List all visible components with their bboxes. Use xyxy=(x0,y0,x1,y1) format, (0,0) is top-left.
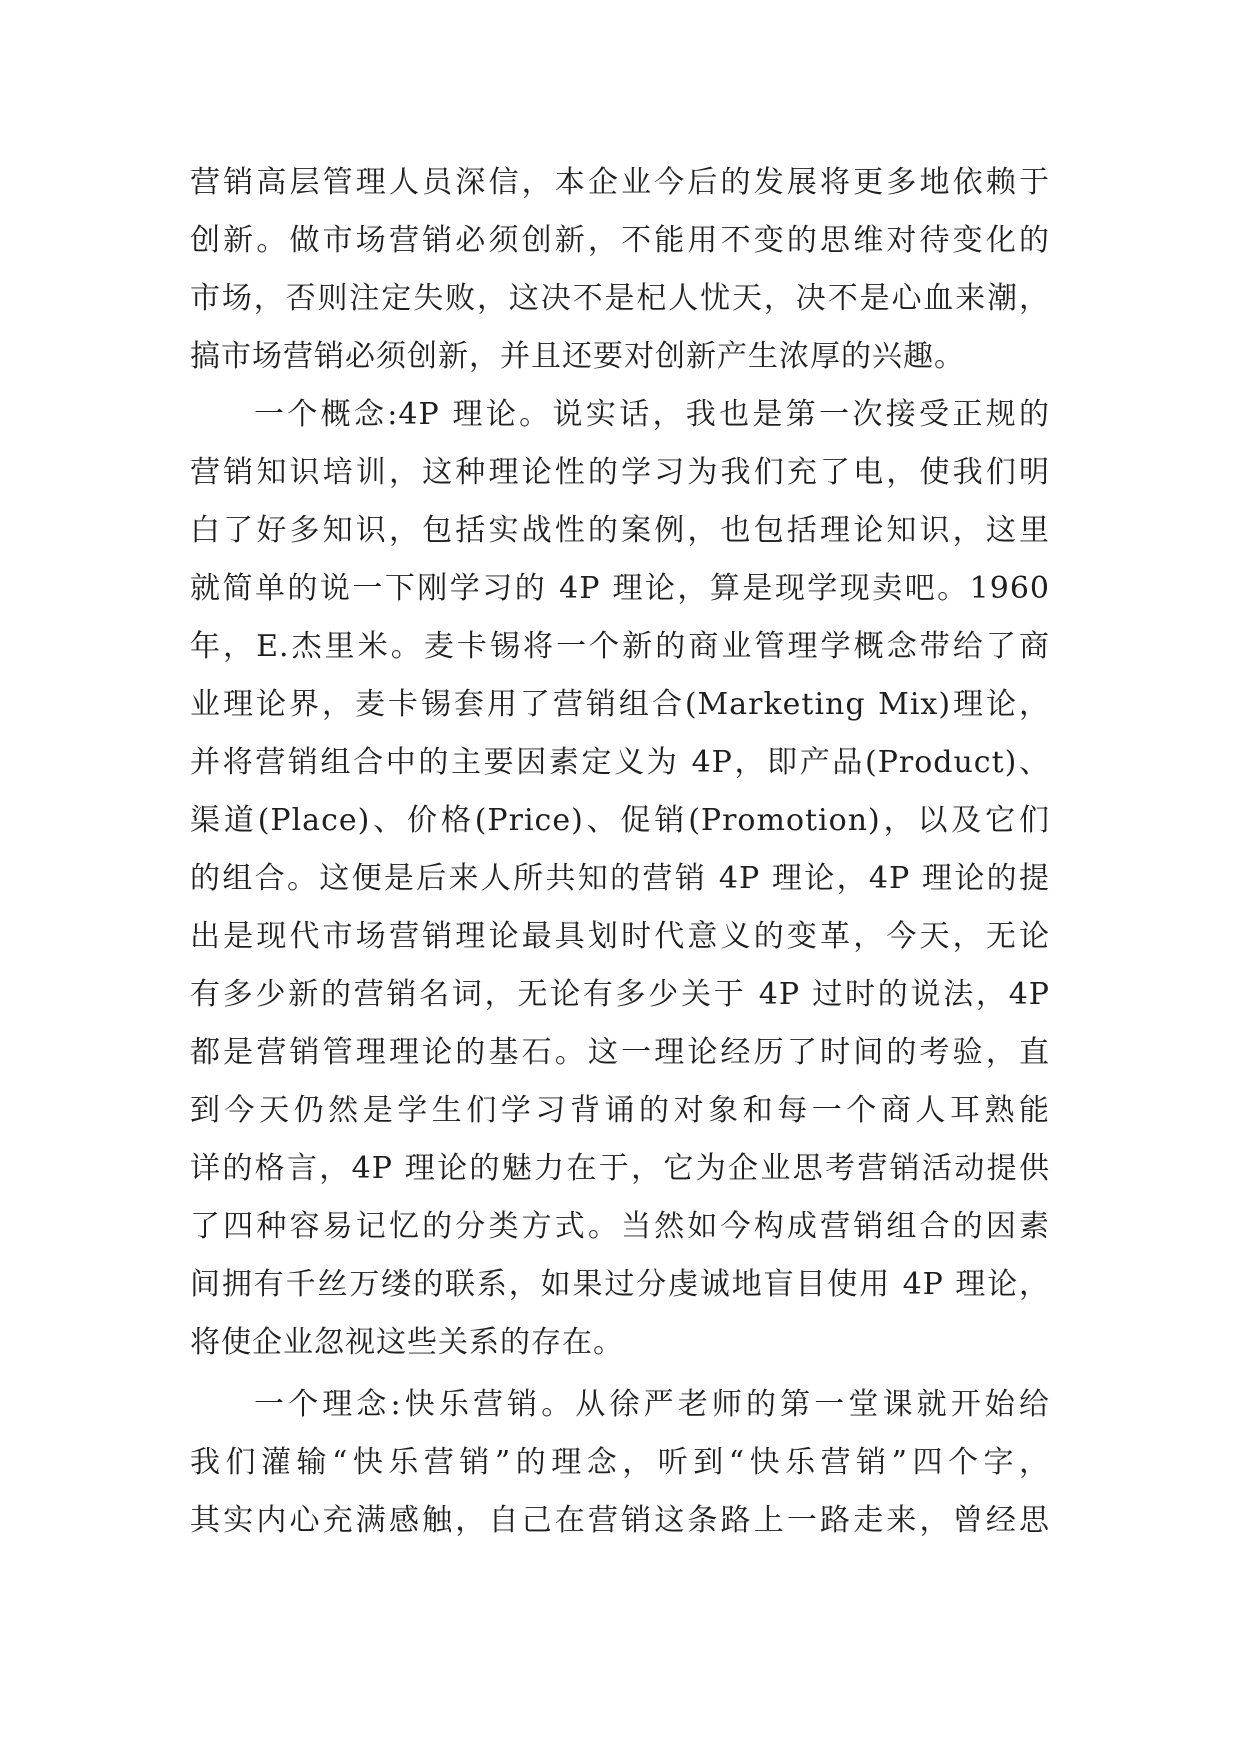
text-line: 营销知识培训，这种理论性的学习为我们充了电，使我们明 xyxy=(190,455,1050,490)
text-line: 市场，否则注定失败，这决不是杞人忧天，决不是心血来潮， xyxy=(190,281,1050,316)
text-line: 出是现代市场营销理论最具划时代意义的变革，今天，无论 xyxy=(190,919,1050,954)
text-line: 业理论界，麦卡锡套用了营销组合(Marketing Mix)理论， xyxy=(190,687,1050,722)
text-line: 都是营销管理理论的基石。这一理论经历了时间的考验，直 xyxy=(190,1035,1050,1070)
text-line: 我们灌输“快乐营销”的理念，听到“快乐营销”四个字， xyxy=(190,1445,1050,1480)
text-line: 间拥有千丝万缕的联系，如果过分虔诚地盲目使用 4P 理论， xyxy=(190,1267,1050,1302)
body-text xyxy=(190,154,1050,1550)
text-line: 了四种容易记忆的分类方式。当然如今构成营销组合的因素 xyxy=(190,1209,1050,1244)
text-line: 创新。做市场营销必须创新，不能用不变的思维对待变化的 xyxy=(190,223,1050,258)
text-line: 详的格言，4P 理论的魅力在于，它为企业思考营销活动提供 xyxy=(190,1151,1050,1186)
text-line: 到今天仍然是学生们学习背诵的对象和每一个商人耳熟能 xyxy=(190,1093,1050,1128)
text-line: 一个理念:快乐营销。从徐严老师的第一堂课就开始给 xyxy=(254,1387,1050,1422)
text-line: 其实内心充满感触，自己在营销这条路上一路走来，曾经思 xyxy=(190,1503,1050,1538)
text-line: 白了好多知识，包括实战性的案例，也包括理论知识，这里 xyxy=(190,513,1050,548)
text-line: 渠道(Place)、价格(Price)、促销(Promotion)，以及它们 xyxy=(190,803,1050,838)
text-line: 有多少新的营销名词，无论有多少关于 4P 过时的说法，4P xyxy=(190,977,1050,1012)
text-line: 并将营销组合中的主要因素定义为 4P，即产品(Product)、 xyxy=(190,745,1050,780)
text-line: 的组合。这便是后来人所共知的营销 4P 理论，4P 理论的提 xyxy=(190,861,1050,896)
text-line: 年，E.杰里米。麦卡锡将一个新的商业管理学概念带给了商 xyxy=(190,629,1050,664)
text-line: 营销高层管理人员深信，本企业今后的发展将更多地依赖于 xyxy=(190,165,1050,200)
text-line: 一个概念:4P 理论。说实话，我也是第一次接受正规的 xyxy=(254,397,1050,432)
text-line: 就简单的说一下刚学习的 4P 理论，算是现学现卖吧。1960 xyxy=(190,571,1050,606)
text-line: 搞市场营销必须创新，并且还要对创新产生浓厚的兴趣。 xyxy=(190,339,965,374)
text-line: 将使企业忽视这些关系的存在。 xyxy=(190,1325,624,1360)
